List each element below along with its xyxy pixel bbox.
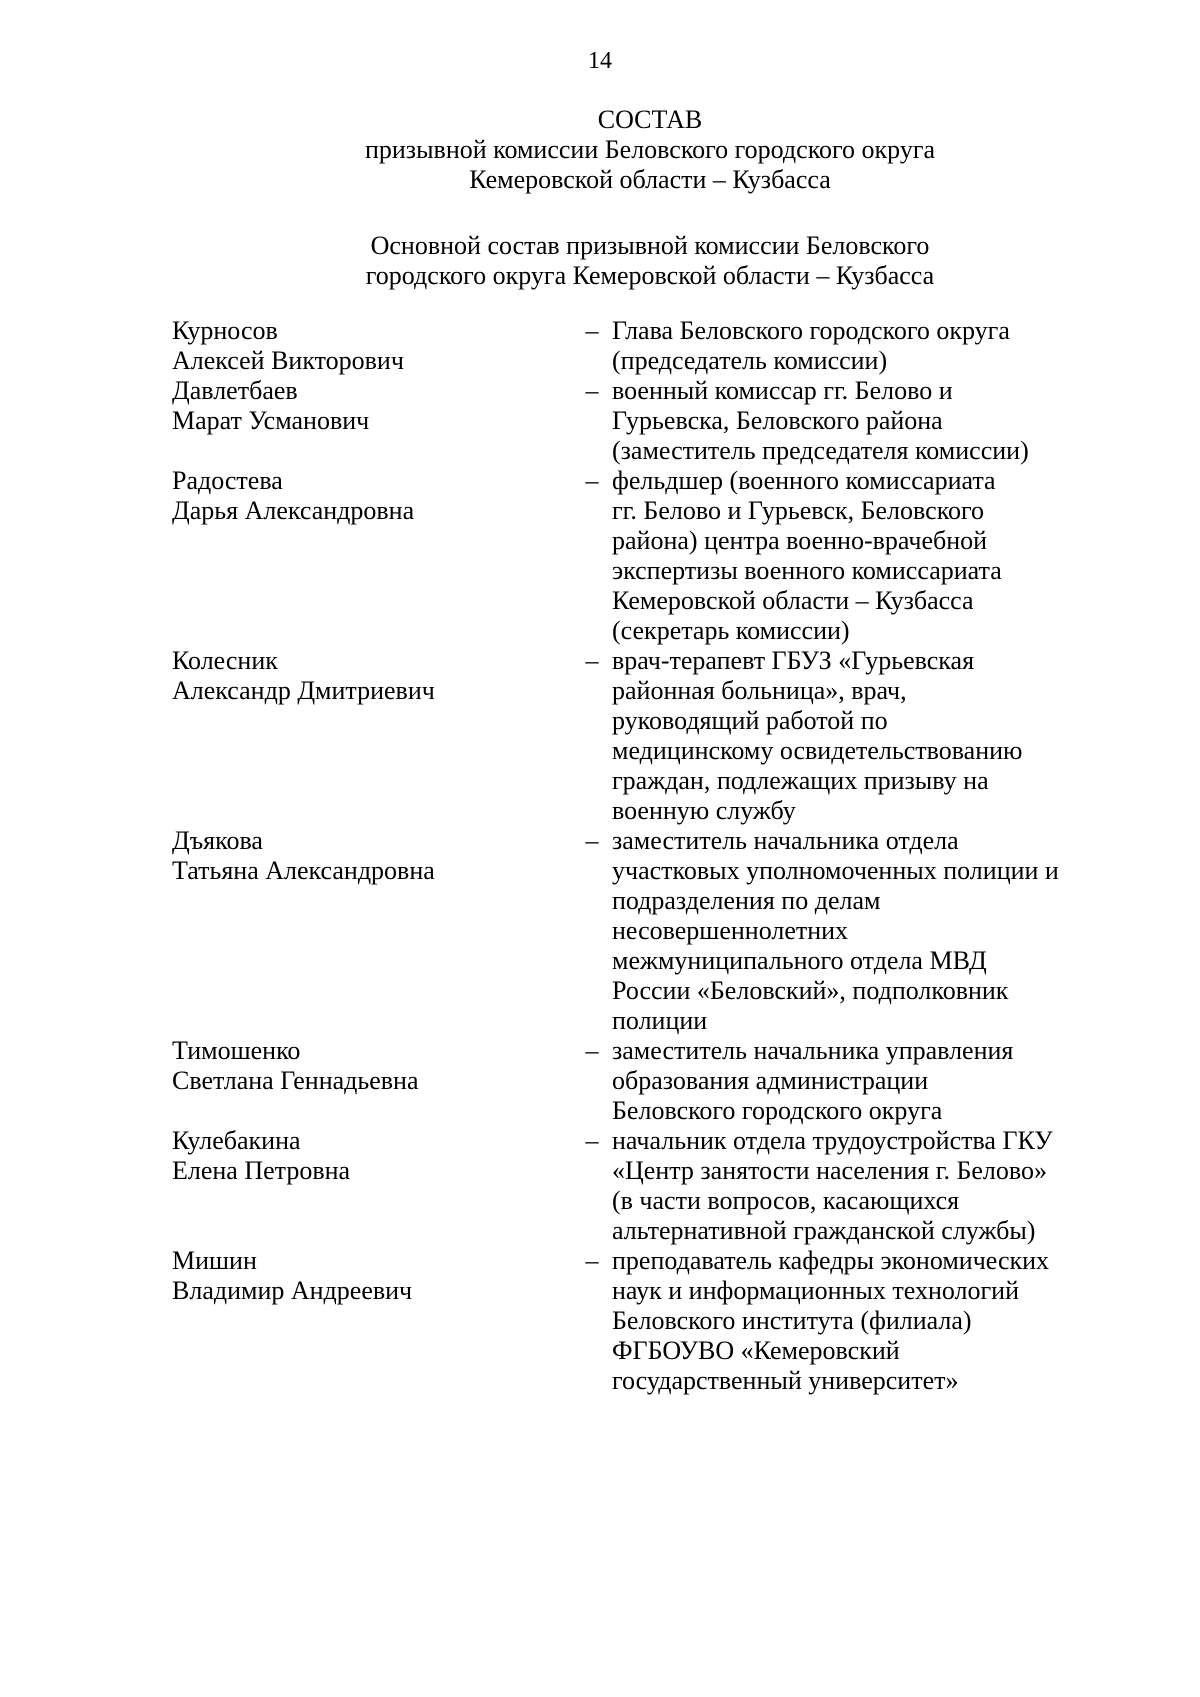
member-dash: –: [585, 646, 599, 675]
member-entry: [172, 376, 1122, 466]
title-line: Кемеровской области – Кузбасса: [469, 165, 831, 194]
member-role: [612, 1036, 1122, 1126]
member-role-line: гг. Белово и Гурьевск, Беловского: [612, 496, 985, 525]
member-role-line: наук и информационных технологий: [612, 1276, 1019, 1305]
member-role-line: граждан, подлежащих призыву на: [612, 766, 989, 795]
member-name: [172, 466, 572, 646]
member-role-line: экспертизы военного комиссариата: [612, 556, 1002, 585]
member-role-line: (председатель комиссии): [612, 346, 888, 375]
member-role-line: Кемеровской области – Кузбасса: [612, 586, 974, 615]
title-line: СОСТАВ: [597, 105, 703, 134]
member-name-line: Владимир Андреевич: [172, 1276, 413, 1305]
member-role-line: начальник отдела трудоустройства ГКУ: [612, 1126, 1053, 1155]
member-entry: [172, 316, 1122, 376]
member-role: [612, 1126, 1122, 1246]
member-role-line: образования администрации: [612, 1066, 929, 1095]
member-role-line: подразделения по делам: [612, 886, 881, 915]
member-name: [172, 376, 572, 466]
member-name: [172, 646, 572, 826]
member-name-line: Кулебакина: [172, 1126, 301, 1155]
member-name-line: Марат Усманович: [172, 406, 370, 435]
member-role-line: межмуниципального отдела МВД: [612, 946, 987, 975]
member-name-line: Давлетбаев: [172, 376, 298, 405]
member-role-line: государственный университет»: [612, 1366, 959, 1395]
member-name: [172, 1246, 572, 1396]
member-entry: [172, 826, 1122, 1036]
member-role-line: (в части вопросов, касающихся: [612, 1186, 960, 1215]
member-name-line: Елена Петровна: [172, 1156, 351, 1185]
member-role-line: России «Беловский», подполковник: [612, 976, 1009, 1005]
member-dash: –: [585, 1126, 599, 1155]
member-dash: –: [585, 1036, 599, 1065]
member-name-line: Александр Дмитриевич: [172, 676, 435, 705]
title-line: призывной комиссии Беловского городского округа: [364, 135, 936, 164]
members-list: [172, 316, 1122, 1396]
member-role: [612, 466, 1122, 646]
member-role: [612, 826, 1122, 1036]
member-role-line: врач-терапевт ГБУЗ «Гурьевская: [612, 646, 975, 675]
member-entry: [172, 1036, 1122, 1126]
member-role-line: (секретарь комиссии): [612, 616, 850, 645]
member-name: [172, 316, 572, 376]
member-entry: [172, 466, 1122, 646]
member-role-line: полиции: [612, 1006, 708, 1035]
member-role-line: военную службу: [612, 796, 796, 825]
member-role: [612, 316, 1122, 376]
member-role: [612, 376, 1122, 466]
member-role-line: несовершеннолетних: [612, 916, 849, 945]
member-role: [612, 1246, 1122, 1396]
member-role-line: «Центр занятости населения г. Белово»: [612, 1156, 1048, 1185]
member-name: [172, 1126, 572, 1246]
member-dash: –: [585, 466, 599, 495]
member-role-line: преподаватель кафедры экономических: [612, 1246, 1050, 1275]
member-name-line: Тимошенко: [172, 1036, 301, 1065]
member-role-line: фельдшер (военного комиссариата: [612, 466, 996, 495]
member-role-line: альтернативной гражданской службы): [612, 1216, 1036, 1245]
member-name-line: Курносов: [172, 316, 278, 345]
member-dash: –: [585, 376, 599, 405]
member-role-line: медицинскому освидетельствованию: [612, 736, 1023, 765]
member-role-line: руководящий работой по: [612, 706, 888, 735]
member-entry: [172, 1126, 1122, 1246]
member-role: [612, 646, 1122, 826]
member-name-line: Алексей Викторович: [172, 346, 404, 375]
member-role-line: заместитель начальника отдела: [612, 826, 959, 855]
member-role-line: заместитель начальника управления: [612, 1036, 1014, 1065]
page-number: 14: [588, 48, 612, 74]
member-role-line: района) центра военно-врачебной: [612, 526, 988, 555]
member-name-line: Дъякова: [172, 826, 263, 855]
member-dash: –: [585, 1246, 599, 1275]
member-name: [172, 1036, 572, 1126]
member-role-line: ФГБОУВО «Кемеровский: [612, 1336, 900, 1365]
member-dash: –: [585, 316, 599, 345]
member-name-line: Татьяна Александровна: [172, 856, 435, 885]
section-heading: [300, 231, 1000, 291]
member-name-line: Колесник: [172, 646, 278, 675]
member-role-line: Гурьевска, Беловского района: [612, 406, 943, 435]
member-name-line: Радостева: [172, 466, 283, 495]
member-name: [172, 826, 572, 1036]
document-title: [300, 105, 1000, 195]
member-name-line: Светлана Геннадьевна: [172, 1066, 419, 1095]
member-role-line: Беловского городского округа: [612, 1096, 943, 1125]
member-role-line: Глава Беловского городского округа: [612, 316, 1010, 345]
member-name-line: Мишин: [172, 1246, 257, 1275]
member-entry: [172, 646, 1122, 826]
member-name-line: Дарья Александровна: [172, 496, 415, 525]
member-role-line: (заместитель председателя комиссии): [612, 436, 1029, 465]
member-entry: [172, 1246, 1122, 1396]
subtitle-line: городского округа Кемеровской области – Кузбасса: [365, 261, 935, 290]
member-role-line: участковых уполномоченных полиции и: [612, 856, 1059, 885]
member-role-line: районная больница», врач,: [612, 676, 907, 705]
member-role-line: Беловского института (филиала): [612, 1306, 972, 1335]
member-dash: –: [585, 826, 599, 855]
subtitle-line: Основной состав призывной комиссии Беловского: [370, 231, 930, 260]
member-role-line: военный комиссар гг. Белово и: [612, 376, 953, 405]
